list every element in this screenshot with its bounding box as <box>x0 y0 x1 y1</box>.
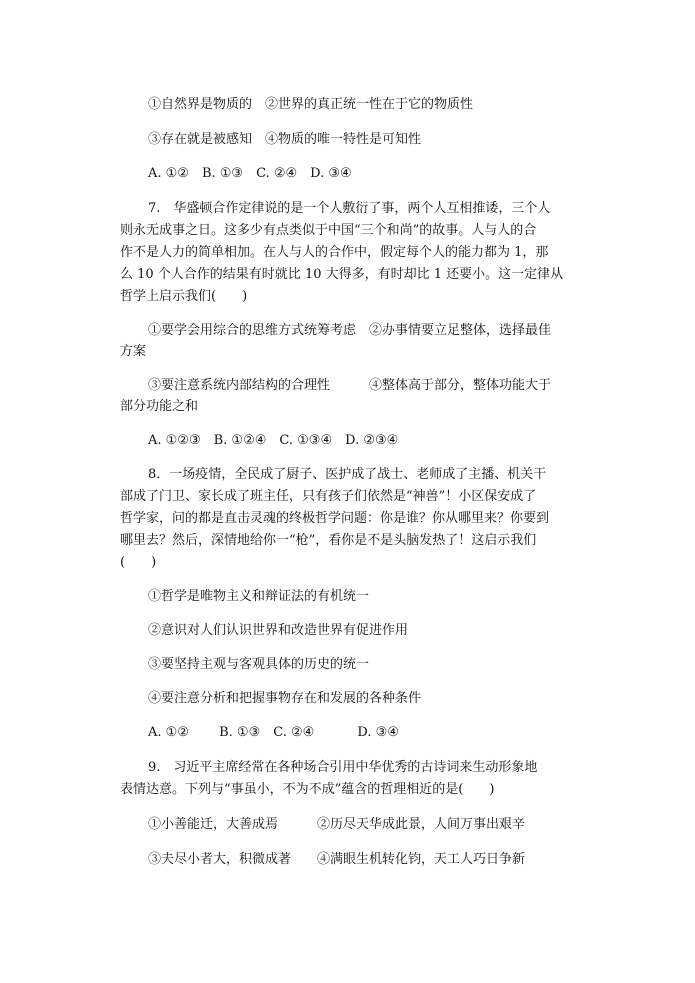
q8-option-2: ②意识对人们认识世界和改造世界有促进作用 <box>148 623 409 638</box>
q7-stem-line-3: 作不是人力的简单相加。在人与人的合作中，假定每个人的能力都为 1，那 <box>120 245 549 260</box>
q8-stem-line-4: 哪里去？然后，深情地给你一“枪”，看你是不是头脑发热了！这启示我们 <box>120 533 537 548</box>
q7-stem-line-2: 则永无成事之日。这多少有点类似于中国“三个和尚”的故事。人与人的合 <box>120 223 537 238</box>
q7-stem-line-1: 7. 华盛顿合作定律说的是一个人敷衍了事，两个人互相推诿，三个人 <box>148 201 551 216</box>
q8-stem-line-3: 哲学家，问的都是直击灵魂的终极哲学问题：你是谁？你从哪里来？你要到 <box>120 511 550 526</box>
q8-stem-line-1: 8．一场疫情，全民成了厨子、医护成了战士、老师成了主播、机关干 <box>148 467 547 482</box>
q9-stem-line-1: 9. 习近平主席经常在各种场合引用中华优秀的古诗词来生动形象地 <box>148 760 538 775</box>
q7-option-1-line-2: 方案 <box>120 344 147 359</box>
q8-stem-line-5: ( ) <box>120 555 157 570</box>
q7-option-2-line-2: 部分功能之和 <box>120 399 199 414</box>
q9-stem-line-2: 表情达意。下列与“事虽小，不为不成”蕴含的哲理相近的是( ) <box>120 782 495 797</box>
q9-options-line-1: ①小善能迁，大善成焉 ②历尽天华成此景，人间万事出艰辛 <box>148 817 526 832</box>
q7-answer-choices: A. ①②③ B. ①②④ C. ①③④ D. ②③④ <box>148 433 399 448</box>
q6-options-line-2: ③存在就是被感知 ④物质的唯一特性是可知性 <box>148 132 422 147</box>
q8-option-4: ④要注意分析和把握事物存在和发展的各种条件 <box>148 691 422 706</box>
q7-stem-line-5: 哲学上启示我们( ) <box>120 289 248 304</box>
q8-option-3: ③要坚持主观与客观具体的历史的统一 <box>148 657 370 672</box>
q8-option-1: ①哲学是唯物主义和辩证法的有机统一 <box>148 589 370 604</box>
q8-answer-choices: A. ①② B. ①③ C. ②④ D. ③④ <box>148 725 399 740</box>
q7-stem-line-4: 么 10 个人合作的结果有时就比 10 大得多，有时却比 1 还要小。这一定律从 <box>120 267 564 282</box>
q7-option-1-line-1: ①要学会用综合的思维方式统筹考虑 ②办事情要立足整体，选择最佳 <box>148 323 552 338</box>
q9-options-line-2: ③夫尽小者大，积微成著 ④满眼生机转化钧，天工人巧日争新 <box>148 852 526 867</box>
q8-stem-line-2: 部成了门卫、家长成了班主任，只有孩子们依然是“神兽”！小区保安成了 <box>120 489 537 504</box>
q7-option-2-line-1: ③要注意系统内部结构的合理性 ④整体高于部分，整体功能大于 <box>148 378 552 393</box>
q6-answer-choices: A. ①② B. ①③ C. ②④ D. ③④ <box>148 166 352 181</box>
q6-options-line-1: ①自然界是物质的 ②世界的真正统一性在于它的物质性 <box>148 97 474 112</box>
